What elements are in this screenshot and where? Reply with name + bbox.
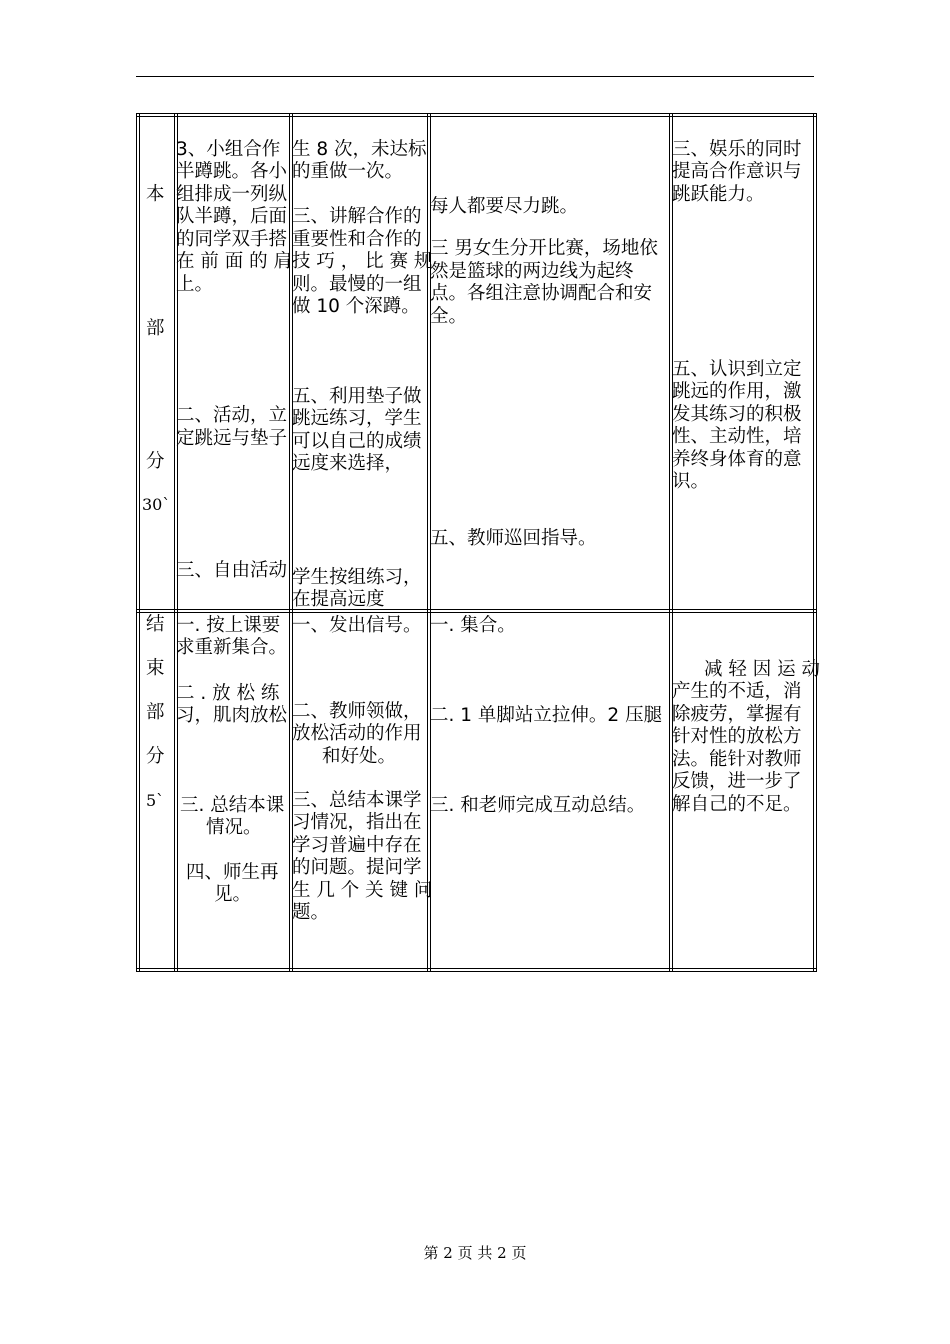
text-line: 三、娱乐的同时 (672, 139, 802, 160)
text-line: 识。 (672, 471, 710, 492)
text-line: 一. 按上课要 (176, 615, 281, 636)
text-line: 定跳远与垫子 (176, 428, 288, 449)
text-line: 三、讲解合作的 (292, 206, 422, 227)
text-line: 半蹲跳。各小 (176, 161, 288, 182)
text-line: 生 几 个 关 键 问 (292, 880, 433, 901)
section-duration: 30` (142, 495, 171, 514)
text-line: 减 轻 因 运 动 (704, 659, 821, 680)
text-line: 二 . 放 松 练 (176, 683, 280, 704)
text-line: 每人都要尽力跳。 (430, 196, 579, 217)
text-line: 情况。 (206, 817, 262, 838)
table-border-left (136, 113, 137, 972)
text-line: 二、活动，立 (176, 405, 288, 426)
text-line: 题。 (292, 902, 330, 923)
text-line: 三. 总结本课 (180, 795, 285, 816)
text-line: 习情况，指出在 (292, 812, 422, 833)
text-line: 重要性和合作的 (292, 229, 422, 250)
text-line: 跳跃能力。 (672, 184, 765, 205)
text-line: 和好处。 (322, 746, 397, 767)
text-line: 学生按组练习， (292, 567, 422, 588)
table-border-right (816, 113, 817, 972)
row-divider (136, 609, 817, 610)
text-line: 生 8 次，未达标 (292, 139, 427, 160)
section-label-char: 分 (146, 746, 165, 767)
table-border-top-inner (136, 116, 817, 117)
text-line: 3、小组合作 (176, 139, 281, 160)
section-duration: 5` (146, 791, 165, 810)
table-border-left-inner (139, 113, 140, 972)
text-line: 做 10 个深蹲。 (292, 296, 420, 317)
text-line: 学习普遍中存在 (292, 835, 422, 856)
text-line: 技 巧 ， 比 赛 规 (292, 251, 433, 272)
col-divider (427, 113, 428, 972)
text-line: 的重做一次。 (292, 161, 404, 182)
text-line: 在提高远度 (292, 589, 385, 610)
text-line: 三、总结本课学 (292, 790, 422, 811)
col-divider (174, 113, 175, 972)
text-line: 在 前 面 的 肩 (176, 251, 293, 272)
text-line: 五、利用垫子做 (292, 386, 422, 407)
header-rule (136, 76, 814, 77)
text-line: 三. 和老师完成互动总结。 (430, 795, 646, 816)
row-divider (136, 612, 817, 613)
text-line: 五、教师巡回指导。 (430, 528, 597, 549)
text-line: 四、师生再 (186, 862, 279, 883)
table-border-top (136, 113, 817, 114)
text-line: 上。 (176, 274, 214, 295)
text-line: 跳远练习，学生 (292, 408, 422, 429)
text-line: 五、认识到立定 (672, 359, 802, 380)
text-line: 然是篮球的两边线为起终 (430, 261, 634, 282)
text-line: 除疲劳，掌握有 (672, 704, 802, 725)
text-line: 一. 集合。 (430, 615, 516, 636)
text-line: 习，肌肉放松 (176, 705, 288, 726)
text-line: 性、主动性，培 (672, 426, 802, 447)
text-line: 针对性的放松方 (672, 726, 802, 747)
text-line: 组排成一列纵 (176, 184, 288, 205)
text-line: 二、教师领做， (292, 701, 422, 722)
section-label-char: 束 (146, 658, 165, 679)
text-line: 远度来选择， (292, 453, 404, 474)
text-line: 产生的不适，消 (672, 681, 802, 702)
text-line: 法。能针对教师 (672, 749, 802, 770)
text-line: 发其练习的积极 (672, 404, 802, 425)
text-line: 则。最慢的一组 (292, 274, 422, 295)
section-label-char: 部 (146, 702, 165, 723)
col-divider (289, 113, 290, 972)
text-line: 点。各组注意协调配合和安 (430, 283, 653, 304)
text-line: 三 男女生分开比赛，场地依 (430, 238, 658, 259)
text-line: 队半蹲，后面 (176, 206, 288, 227)
table-border-bottom (136, 971, 817, 972)
text-line: 一、发出信号。 (292, 615, 422, 636)
text-line: 解自己的不足。 (672, 794, 802, 815)
text-line: 提高合作意识与 (672, 161, 802, 182)
text-line: 三、自由活动 (176, 560, 288, 581)
section-label-char: 结 (146, 614, 165, 635)
text-line: 反馈，进一步了 (672, 771, 802, 792)
text-line: 全。 (430, 306, 468, 327)
section-label-char: 本 (146, 184, 165, 205)
table-border-right-inner (813, 113, 814, 972)
col-divider (669, 113, 670, 972)
text-line: 的同学双手搭 (176, 229, 288, 250)
section-label-char: 分 (146, 451, 165, 472)
text-line: 养终身体育的意 (672, 449, 802, 470)
text-line: 见。 (214, 884, 252, 905)
text-line: 求重新集合。 (176, 637, 288, 658)
section-label-char: 部 (146, 318, 165, 339)
page-number: 第 2 页 共 2 页 (423, 1244, 527, 1262)
table-border-bottom-inner (136, 968, 817, 969)
text-line: 二. 1 单脚站立拉伸。2 压腿 (430, 705, 663, 726)
text-line: 放松活动的作用 (292, 723, 422, 744)
text-line: 跳远的作用，激 (672, 381, 802, 402)
col-divider (672, 113, 673, 972)
text-line: 可以自己的成绩 (292, 431, 422, 452)
text-line: 的问题。提问学 (292, 857, 422, 878)
